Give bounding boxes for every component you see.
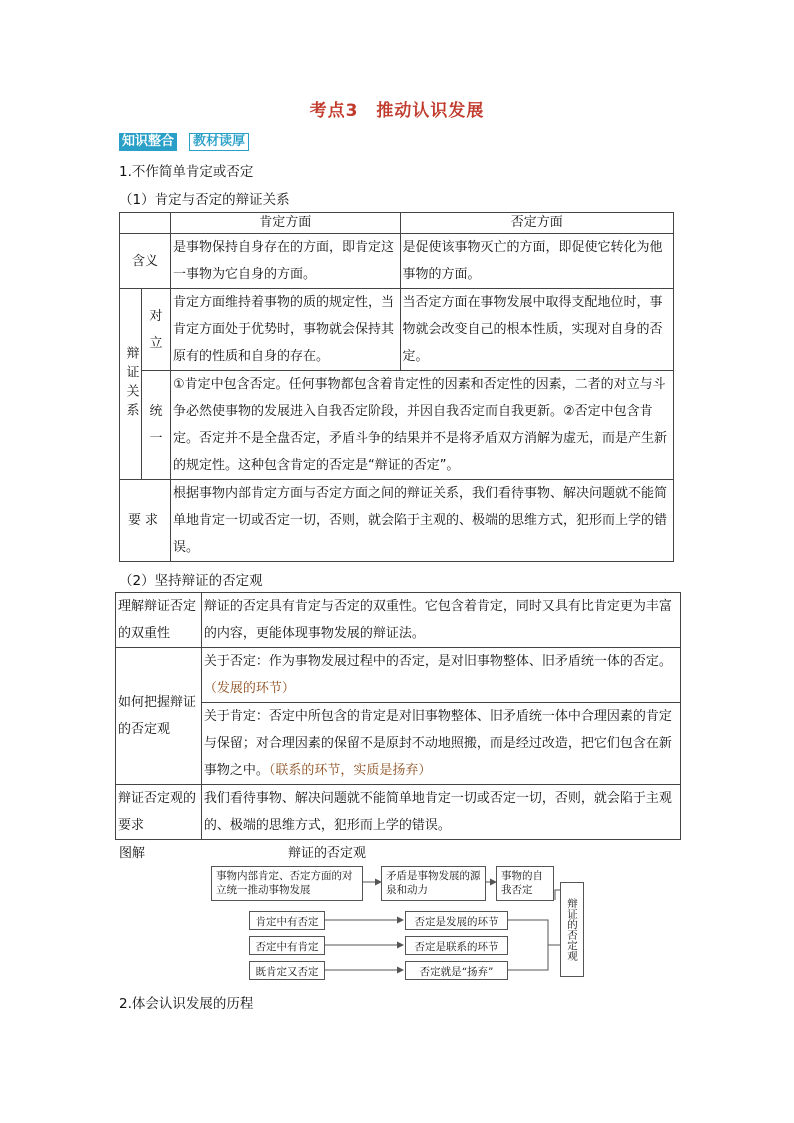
row-label-opposition: 对立 <box>141 289 170 371</box>
meaning-positive: 是事物保持自身存在的方面，即肯定这一事物为它自身的方面。 <box>170 234 400 289</box>
grasp-negation-note: （发展的环节） <box>203 681 295 696</box>
row-label-requirement: 要求 <box>120 480 171 562</box>
grasp-negation-text: 关于否定：作为事物发展过程中的否定，是对旧事物整体、旧矛盾统一体的否定。 <box>203 654 672 669</box>
row-label-duality: 理解辩证否定的双重性 <box>116 593 202 648</box>
row-label-requirement-2: 辩证否定观的要求 <box>116 785 202 840</box>
diagram-title: 辩证的否定观 <box>288 846 367 861</box>
row-label-relation: 辩证关系 <box>120 289 142 480</box>
box-both-affirm-negate: 既肯定又否定 <box>249 961 325 980</box>
section-1-heading: 1.不作简单肯定或否定 <box>119 164 254 180</box>
col-header-negative: 否定方面 <box>400 213 673 234</box>
page-title: 考点3 推动认识发展 <box>309 101 485 121</box>
requirement-2-text: 我们看待事物、解决问题就不能简单地肯定一切或否定一切，否则，就会陷于主观的、极端的思维方式，犯形而上学的错误。 <box>201 785 680 840</box>
col-header-positive: 肯定方面 <box>170 213 400 234</box>
grasp-affirmation-text: 关于肯定：否定中所包含的肯定是对旧事物整体、旧矛盾统一体中合理因素的肯定与保留；对合理因素的保留不是原封不动地照搬，而是经过改造，把它们包含在新事物之中。 <box>203 709 672 778</box>
row-label-grasp: 如何把握辩证的否定观 <box>116 648 202 785</box>
row-label-meaning: 含义 <box>120 234 171 289</box>
subsection-1-heading: （1）肯定与否定的辩证关系 <box>119 192 290 208</box>
diagram-label: 图解 <box>119 846 146 861</box>
duality-text: 辩证的否定具有肯定与否定的双重性。它包含着肯定，同时又具有比肯定更为丰富的内容，更能体现事物发展的辩证法。 <box>201 593 680 648</box>
box-affirm-contains-negate: 肯定中有否定 <box>249 911 325 930</box>
box-self-negation: 事物的自我否定 <box>496 866 554 901</box>
box-source-of-development: 矛盾是事物发展的源泉和动力 <box>381 866 486 901</box>
box-sublation: 否定就是“扬弃” <box>405 961 508 980</box>
subsection-2-heading: （2）坚持辩证的否定观 <box>119 573 263 589</box>
opposition-negative: 当否定方面在事物发展中取得支配地位时，事物就会改变自己的根本性质，实现对自身的否定。 <box>400 289 673 371</box>
box-connection-link: 否定是联系的环节 <box>405 936 508 955</box>
box-development-link: 否定是发展的环节 <box>405 911 508 930</box>
box-negate-contains-affirm: 否定中有肯定 <box>249 936 325 955</box>
row-label-unity: 统一 <box>141 371 170 480</box>
badge-knowledge: 知识整合 <box>119 133 177 151</box>
grasp-affirmation-note: （联系的环节，实质是扬弃） <box>268 763 432 778</box>
unity-text: ①肯定中包含否定。任何事物都包含着肯定性的因素和否定性的因素，二者的对立与斗争必然使事物的发展进入自我否定阶段，并因自我否定而自我更新。②否定中包含肯定。否定并不是全盘否定，矛盾斗争的结果并不是将矛盾双方消解为虚无，而是产生新的规定性。这种包含肯定的否定是“辩证的否定”。 <box>170 371 673 480</box>
meaning-negative: 是促使该事物灭亡的方面，即促使它转化为他事物的方面。 <box>400 234 673 289</box>
box-dialectical-negation-view: 辩证的否定观 <box>560 882 584 977</box>
section-2-heading: 2.体会认识发展的历程 <box>119 996 254 1012</box>
requirement-text: 根据事物内部肯定方面与否定方面之间的辩证关系，我们看待事物、解决问题就不能简单地肯定一切或否定一切，否则，就会陷于主观的、极端的思维方式，犯形而上学的错误。 <box>170 480 673 562</box>
opposition-positive: 肯定方面维持着事物的质的规定性，当肯定方面处于优势时，事物就会保持其原有的性质和自身的存在。 <box>170 289 400 371</box>
box-contradiction-drive: 事物内部肯定、否定方面的对立统一推动事物发展 <box>211 866 363 901</box>
badge-textbook: 教材读厚 <box>189 133 249 151</box>
